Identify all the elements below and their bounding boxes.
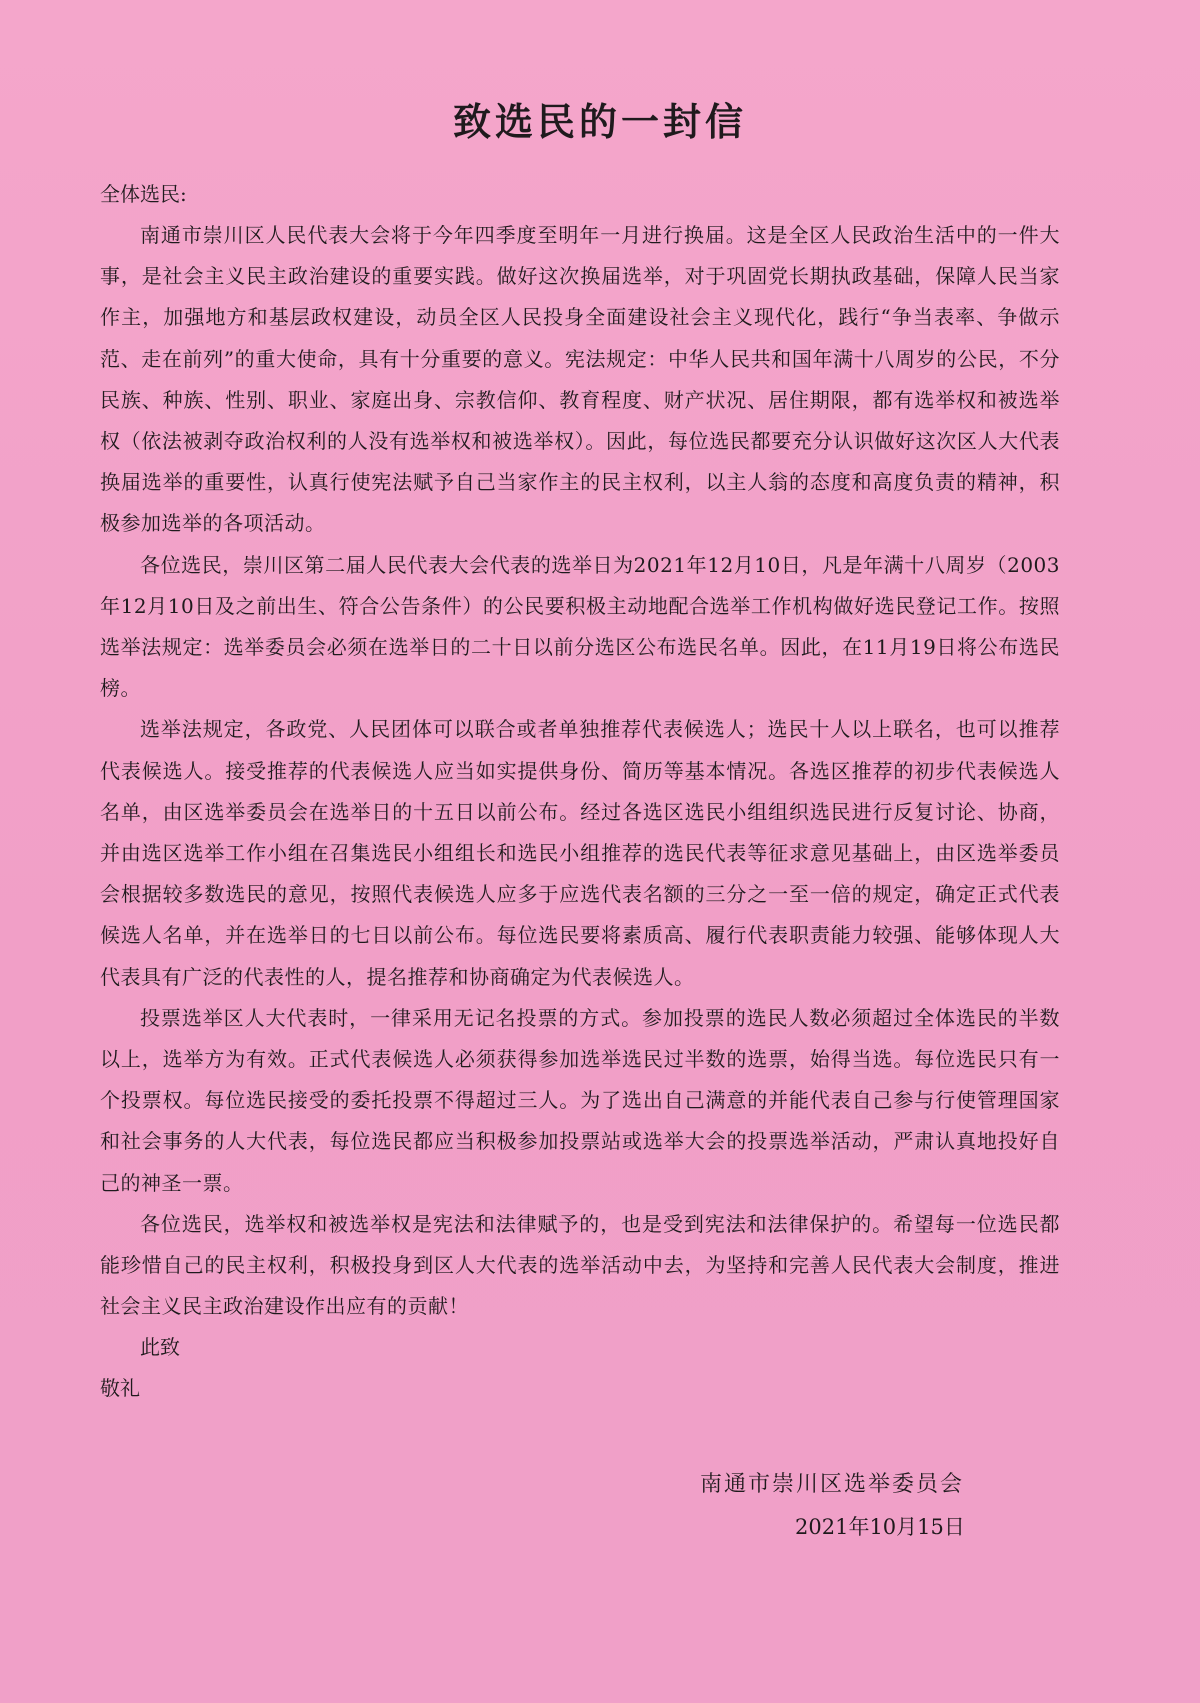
salutation: 全体选民: xyxy=(100,182,187,206)
paragraph-voting: 投票选举区人大代表时，一律采用无记名投票的方式。参加投票的选民人数必须超过全体选民的半数以上，选举方为有效。正式代表候选人必须获得参加选举选民过半数的选票，始得当选。每位选民只有一个投票权。每位选民接受的委托投票不得超过三人。为了选出自己满意的并能代表自己参与行使管理国家和社会事务的人大代表，每位选民都应当积极参加投票站或选举大会的投票选举活动，严肃认真地投好自己的神圣一票。 xyxy=(100,1005,1060,1195)
paragraph-appeal: 各位选民，选举权和被选举权是宪法和法律赋予的，也是受到宪法和法律保护的。希望每一位选民都能珍惜自己的民主权利，积极投身到区人大代表的选举活动中去，为坚持和完善人民代表大会制度，推进社会主义民主政治建设作出应有的贡献！ xyxy=(100,1211,1060,1319)
closing-phrase: 此致 xyxy=(140,1335,180,1360)
signature-date: 2021年10月15日 xyxy=(795,1515,965,1539)
paragraph-intro: 南通市崇川区人民代表大会将于今年四季度至明年一月进行换届。这是全区人民政治生活中的一件大事，是社会主义民主政治建设的重要实践。做好这次换届选举，对于巩固党长期执政基础，保障人民当家作主，加强地方和基层政权建设，动员全区人民投身全面建设社会主义现代化，践行“争当表率、争做示范、走在前列”的重大使命，具有十分重要的意义。宪法规定：中华人民共和国年满十八周岁的公民，不分民族、种族、性别、职业、家庭出身、宗教信仰、教育程度、财产状况、居住期限，都有选举权和被选举权（依法被剥夺政治权利的人没有选举权和被选举权）。因此，每位选民都要充分认识做好这次区人大代表换届选举的重要性，认真行使宪法赋予自己当家作主的民主权利，以主人翁的态度和高度负责的精神，积极参加选举的各项活动。 xyxy=(100,223,1060,536)
letter-title: 致选民的一封信 xyxy=(452,99,747,144)
signature-block xyxy=(700,1464,1080,1548)
paragraph-registration: 各位选民，崇川区第二届人民代表大会代表的选举日为2021年12月10日，凡是年满十八周岁（2003年12月10日及之前出生、符合公告条件）的公民要积极主动地配合选举工作机构做好选民登记工作。按照选举法规定：选举委员会必须在选举日的二十日以前分选区公布选民名单。因此，在11月19日将公布选民榜。 xyxy=(100,552,1060,701)
regards-phrase: 敬礼 xyxy=(100,1376,140,1401)
paragraph-candidates: 选举法规定，各政党、人民团体可以联合或者单独推荐代表候选人；选民十人以上联名，也可以推荐代表候选人。接受推荐的代表候选人应当如实提供身份、简历等基本情况。各选区推荐的初步代表候选人名单，由区选举委员会在选举日的十五日以前公布。经过各选区选民小组组织选民进行反复讨论、协商，并由选区选举工作小组在召集选民小组组长和选民小组推荐的选民代表等征求意见基础上，由区选举委员会根据较多数选民的意见，按照代表候选人应多于应选代表名额的三分之一至一倍的规定，确定正式代表候选人名单，并在选举日的七日以前公布。每位选民要将素质高、履行代表职责能力较强、能够体现人大代表具有广泛的代表性的人，提名推荐和协商确定为代表候选人。 xyxy=(100,717,1060,989)
signature-organization: 南通市崇川区选举委员会 xyxy=(700,1472,965,1497)
